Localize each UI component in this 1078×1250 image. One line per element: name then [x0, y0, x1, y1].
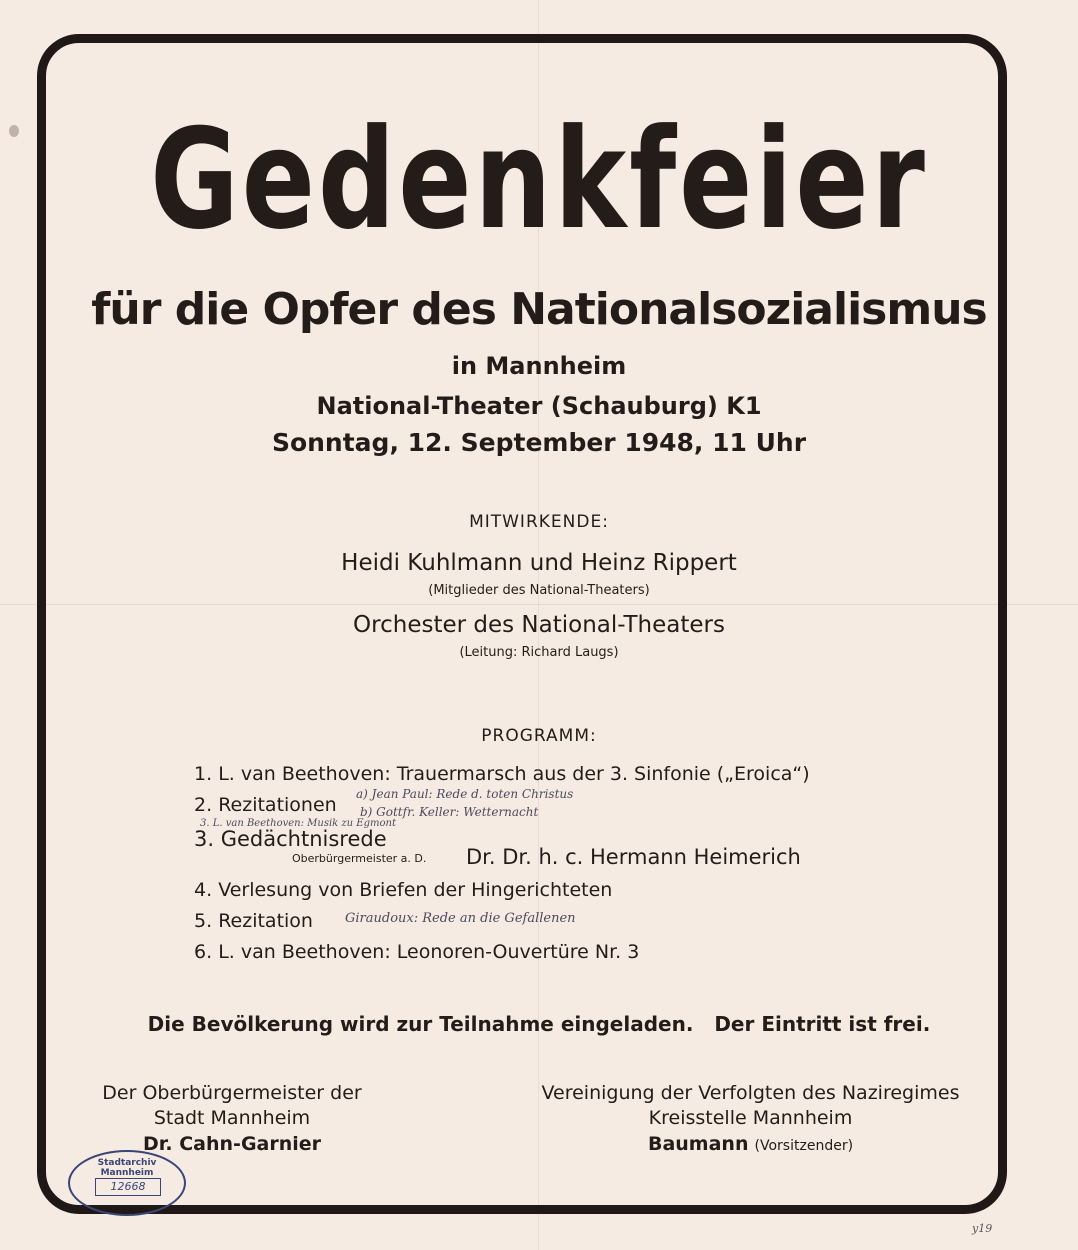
footer-right-line1: Vereinigung der Verfolgten des Naziregimes — [541, 1082, 960, 1104]
handwritten-note-b: b) Gottfr. Keller: Wetternacht — [360, 805, 539, 819]
footer-left-name: Dr. Cahn-Garnier — [142, 1133, 322, 1155]
footer-right-signature — [508, 1133, 993, 1155]
venue: National-Theater (Schauburg) K1 — [316, 392, 762, 420]
program-item-text: Rezitationen — [218, 794, 337, 816]
speaker-role: Oberbürgermeister a. D. — [292, 852, 427, 865]
footer-left-line2: Stadt Mannheim — [153, 1107, 311, 1129]
performers-note: (Mitglieder des National-Theaters) — [428, 583, 650, 598]
poster-title: Gedenkfeier — [150, 100, 928, 261]
poster-subtitle: für die Opfer des Nationalsozialismus — [91, 284, 987, 335]
performers: Heidi Kuhlmann und Heinz Rippert — [341, 550, 737, 576]
program-item-number: 1. — [194, 763, 213, 785]
footer-right-line2: Kreisstelle Mannheim — [648, 1107, 853, 1129]
handwritten-note-c: 3. L. van Beethoven: Musik zu Egmont — [200, 818, 396, 829]
footer-right-name: Baumann — [647, 1133, 749, 1155]
programm-heading: PROGRAMM: — [481, 726, 597, 746]
invitation-text: Die Bevölkerung wird zur Teilnahme eingeladen. Der Eintritt ist frei. — [147, 1012, 931, 1036]
program-item-5 — [194, 910, 313, 932]
speaker-name: Dr. Dr. h. c. Hermann Heimerich — [466, 845, 801, 869]
footer-left-line1: Der Oberbürgermeister der — [102, 1082, 362, 1104]
program-item-6 — [194, 941, 639, 963]
program-item-number: 5. — [194, 910, 213, 932]
location: in Mannheim — [451, 352, 627, 380]
program-item-text: Gedächtnisrede — [220, 827, 387, 851]
program-item-text: L. van Beethoven: Leonoren-Ouvertüre Nr. 3 — [218, 941, 640, 963]
handwritten-note-d: Giraudoux: Rede an die Gefallenen — [345, 911, 576, 926]
program-item-text: Verlesung von Briefen der Hingerichteten — [218, 879, 613, 901]
program-item-text: Rezitation — [218, 910, 313, 932]
stamp-number: 12668 — [95, 1178, 161, 1196]
corner-note: y19 — [972, 1222, 993, 1235]
handwritten-note-a: a) Jean Paul: Rede d. toten Christus — [356, 787, 574, 801]
stamp-text: Stadtarchiv Mannheim — [97, 1158, 157, 1178]
program-item-number: 3. — [194, 827, 215, 851]
program-item-1 — [194, 763, 810, 785]
program-item-text: L. van Beethoven: Trauermarsch aus der 3. Sinfonie („Eroica“) — [218, 763, 810, 785]
orchestra: Orchester des National-Theaters — [353, 612, 725, 638]
program-item-number: 4. — [194, 879, 213, 901]
footer-right-role: (Vorsitzender) — [754, 1138, 854, 1154]
program-item-number: 2. — [194, 794, 213, 816]
orchestra-note: (Leitung: Richard Laugs) — [459, 645, 619, 660]
program-item-2 — [194, 794, 337, 816]
date-time: Sonntag, 12. September 1948, 11 Uhr — [271, 428, 807, 457]
archive-stamp — [68, 1150, 186, 1216]
program-item-number: 6. — [194, 941, 213, 963]
mitwirkende-heading: MITWIRKENDE: — [469, 512, 609, 532]
program-item-4 — [194, 879, 612, 901]
program-item-3 — [194, 827, 387, 851]
